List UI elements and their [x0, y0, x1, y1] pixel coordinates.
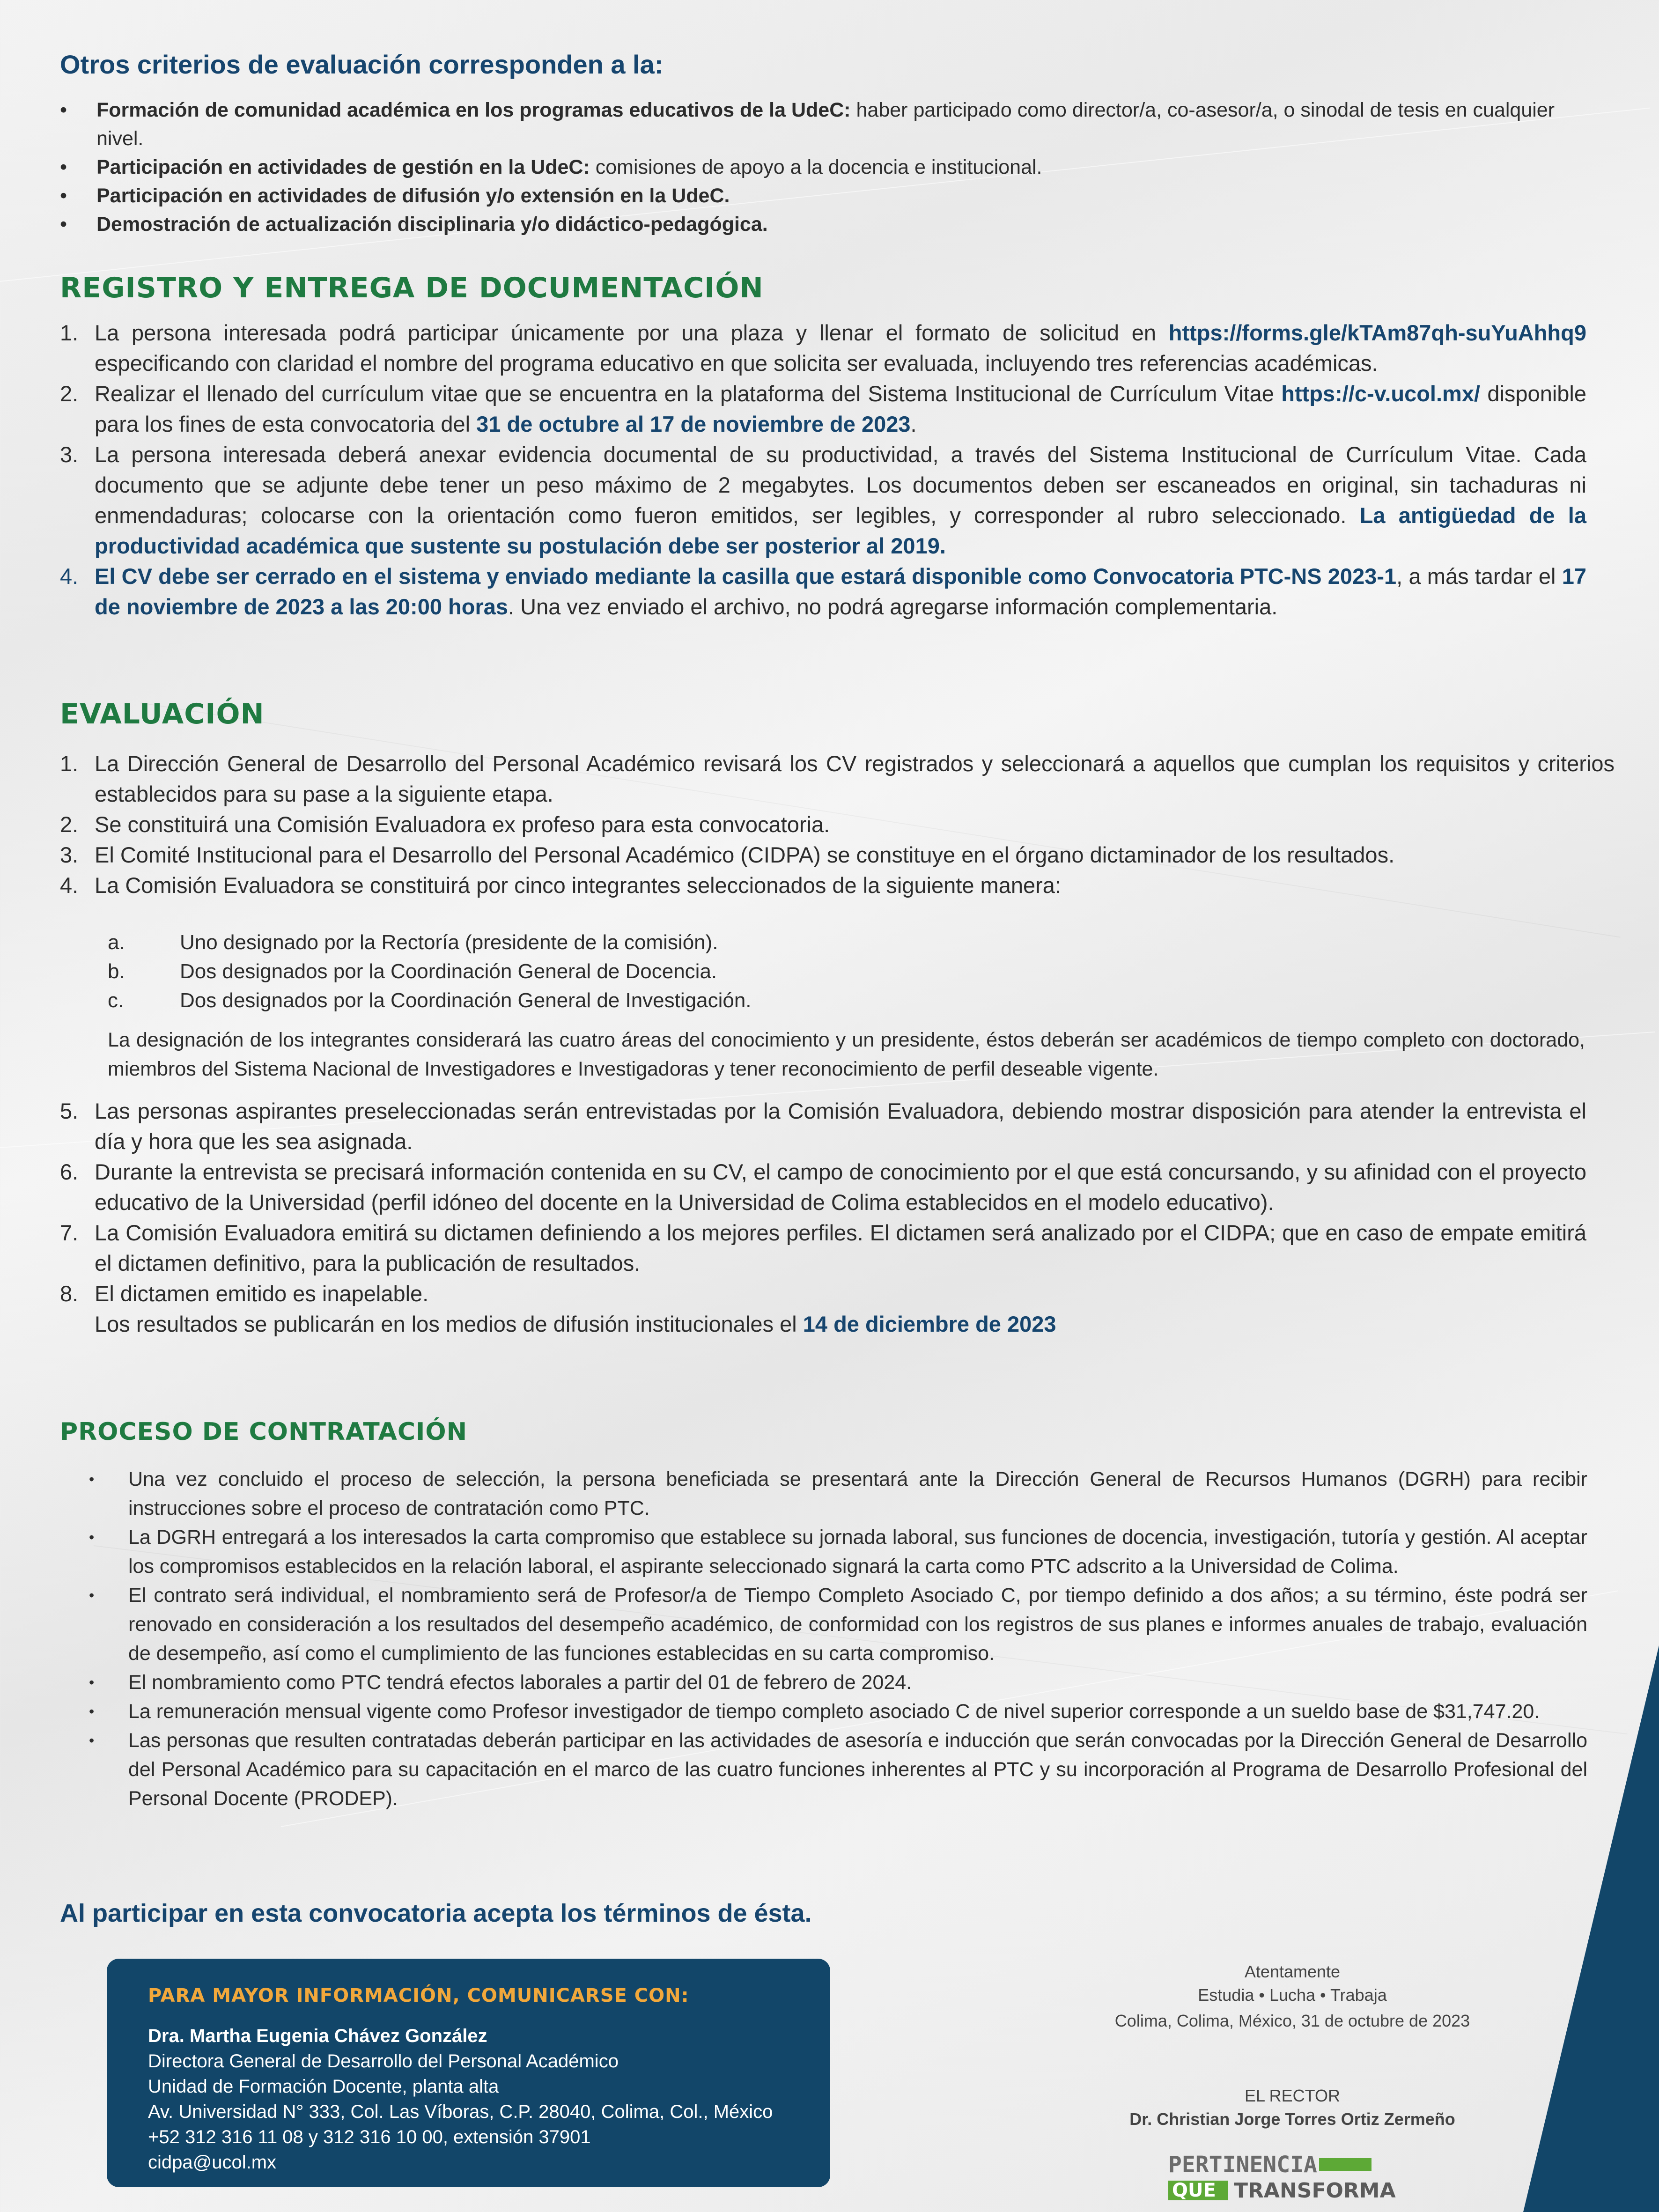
item-number: 6. — [60, 1159, 79, 1184]
list-item — [60, 840, 1659, 870]
item-text: . Una vez enviado el archivo, no podrá agregarse información complementaria. — [508, 594, 1278, 619]
contact-box — [107, 1959, 830, 2187]
sub-item-letter: c. — [108, 989, 124, 1012]
item-text: Las personas que resulten contratadas deberán participar en las actividades de asesoría e inducción que serán convocadas por la Dirección General de Desarrollo del Personal Académico para su capacitación en el marco de las cuatro funciones inherentes al PTC y su incorporación al Programa de Desarrollo Profesional del Personal Docente (PRODEP). — [128, 1729, 1587, 1810]
highlight-text: El CV debe ser cerrado en el sistema y enviado mediante la casilla que estará disponible como Convocatoria PTC-NS 2023-1 — [95, 564, 1397, 589]
list-item — [60, 748, 1615, 809]
results-date: 14 de diciembre de 2023 — [803, 1312, 1056, 1336]
evaluacion-list — [60, 748, 1659, 900]
item-number: 4. — [60, 564, 79, 589]
signature-atentamente: Atentamente — [1244, 1962, 1341, 1981]
list-item — [60, 1157, 1586, 1217]
item-text: especificando con claridad el nombre del programa educativo en que solicita ser evaluada, incluyendo tres referencias académicas. — [95, 351, 1378, 376]
list-item — [60, 1096, 1586, 1157]
highlight-date: 17 de noviembre de 2023 a las 20:00 horas — [95, 564, 1586, 619]
item-text: haber participado como director/a, co-asesor/a, o sinodal de tesis en cualquier nivel. — [96, 99, 1555, 150]
list-item — [89, 1668, 1587, 1697]
list-item — [60, 561, 1586, 622]
registro-list — [60, 317, 1586, 622]
intro-list — [60, 96, 1568, 239]
section-title-registro: REGISTRO Y ENTREGA DE DOCUMENTACIÓN — [60, 272, 764, 304]
item-bold: Demostración de actualización disciplinaria y/o didáctico-pedagógica. — [96, 213, 768, 236]
list-item — [89, 1697, 1587, 1726]
item-number: 4. — [60, 873, 79, 898]
item-number: 1. — [60, 320, 79, 345]
form-link[interactable]: https://forms.gle/kTAm87qh-suYuAhhq9 — [1168, 320, 1586, 345]
list-item — [60, 1278, 1586, 1309]
contact-name: Dra. Martha Eugenia Chávez González — [148, 2026, 487, 2046]
list-item — [89, 1726, 1587, 1813]
signature-motto: Estudia • Lucha • Trabaja — [1198, 1985, 1387, 2005]
item-bold: Formación de comunidad académica en los programas educativos de la UdeC: — [96, 99, 851, 121]
bullet: • — [89, 1471, 95, 1488]
bullet: • — [60, 156, 67, 178]
contact-email[interactable]: cidpa@ucol.mx — [148, 2152, 277, 2173]
item-number: 3. — [60, 842, 79, 867]
evaluacion-list-2 — [60, 1096, 1586, 1339]
corner-decoration — [1523, 1645, 1659, 2212]
sub-item-letter: a. — [108, 931, 125, 954]
item-number: 3. — [60, 442, 79, 467]
bullet: • — [60, 213, 67, 236]
logo-bar-icon — [1319, 2158, 1371, 2171]
logo-line2: QUE — [1172, 2180, 1216, 2201]
contact-office: Unidad de Formación Docente, planta alta — [148, 2076, 499, 2097]
results-text: Los resultados se publicarán en los medios de difusión institucionales el — [95, 1312, 803, 1336]
list-item — [60, 182, 1568, 210]
item-text: Se constituirá una Comisión Evaluadora ex profeso para esta convocatoria. — [95, 812, 830, 837]
item-text: Realizar el llenado del currículum vitae que se encuentra en la plataforma del Sistema Institucional de Currículum Vitae — [95, 381, 1282, 406]
list-item — [60, 317, 1586, 378]
signature-role: EL RECTOR — [1244, 2086, 1341, 2105]
sub-item-letter: b. — [108, 960, 125, 983]
list-item — [60, 378, 1586, 439]
cv-link[interactable]: https://c-v.ucol.mx/ — [1281, 381, 1481, 406]
item-text: disponible para los fines de esta convocatoria del — [95, 381, 1586, 436]
contact-heading: PARA MAYOR INFORMACIÓN, COMUNICARSE CON: — [148, 1985, 689, 2006]
item-text: Una vez concluido el proceso de selección, la persona beneficiada se presentará ante la Dirección General de Recursos Humanos (DGRH) para recibir instrucciones sobre el proceso de contratación como PTC. — [128, 1468, 1587, 1519]
item-text: El Comité Institucional para el Desarrollo del Personal Académico (CIDPA) se constituye en el órgano dictaminador de los resultados. — [95, 842, 1395, 867]
contact-phone[interactable]: +52 312 316 11 08 y 312 316 10 00, extensión 37901 — [148, 2127, 591, 2147]
list-item — [60, 870, 1659, 900]
item-text: Las personas aspirantes preseleccionadas serán entrevistadas por la Comisión Evaluadora, debiendo mostrar disposición para atender la entrevista el día y hora que les sea asignada. — [95, 1099, 1586, 1154]
item-text: El contrato será individual, el nombramiento será de Profesor/a de Tiempo Completo Asociado C, por tiempo definido a dos años; a su término, éste podrá ser renovado en consideración a los resultados del desempeño académico, de conformidad con los registros de sus planes e informes anuales de trabajo, evaluación de desempeño, así como el cumplimiento de las funciones establecidas en su carta compromiso. — [128, 1584, 1587, 1665]
list-item — [60, 809, 1659, 840]
bullet: • — [89, 1587, 95, 1604]
bullet: • — [89, 1674, 95, 1691]
list-item — [60, 153, 1568, 182]
item-text: El nombramiento como PTC tendrá efectos laborales a partir del 01 de febrero de 2024. — [128, 1671, 912, 1694]
contact-position: Directora General de Desarrollo del Personal Académico — [148, 2051, 619, 2072]
item-text: La remuneración mensual vigente como Profesor investigador de tiempo completo asociado C de nivel superior corresponde a un sueldo base de $31,747.20. — [128, 1700, 1540, 1723]
list-item — [60, 96, 1568, 153]
bullet: • — [60, 99, 67, 121]
item-text: , a más tardar el — [1396, 564, 1562, 589]
results-line — [60, 1309, 1586, 1339]
highlight-text: La antigüedad de la productividad académica que sustente su postulación debe ser posterior al 2019. — [95, 503, 1586, 558]
section-title-evaluacion: EVALUACIÓN — [60, 698, 265, 730]
section-title-contratacion: PROCESO DE CONTRATACIÓN — [60, 1418, 468, 1446]
pertinencia-logo — [1168, 2152, 1396, 2203]
list-item — [60, 1217, 1586, 1278]
item-text: La Comisión Evaluadora se constituirá por cinco integrantes seleccionados de la siguiente manera: — [95, 873, 1061, 898]
list-item — [89, 1523, 1587, 1581]
item-text: La Dirección General de Desarrollo del Personal Académico revisará los CV registrados y seleccionará a aquellos que cumplan los requisitos y criterios establecidos para su pase a la siguiente etapa. — [95, 751, 1615, 806]
item-text: La DGRH entregará a los interesados la carta compromiso que establece su jornada laboral, sus funciones de docencia, investigación, tutoría y gestión. Al aceptar los compromisos establecidos en la relación laboral, el aspirante seleccionado signará la carta como PTC adscrito a la Universidad de Colima. — [128, 1526, 1587, 1578]
bullet: • — [89, 1529, 95, 1546]
sub-item-text: Dos designados por la Coordinación General de Docencia. — [180, 960, 717, 983]
logo-line3: TRANSFORMA — [1234, 2179, 1396, 2203]
item-number: 8. — [60, 1281, 79, 1306]
item-text: La Comisión Evaluadora emitirá su dictamen definiendo a los mejores perfiles. El dictamen será analizado por el CIDPA; que en caso de empate emitirá el dictamen definitivo, para la publicación de resultados. — [95, 1220, 1586, 1276]
highlight-dates: 31 de octubre al 17 de noviembre de 2023 — [476, 412, 911, 436]
evaluacion-note: La designación de los integrantes considerará las cuatro áreas del conocimiento y un presidente, éstos deberán ser académicos de tiempo completo con doctorado, miembros del Sistema Nacional de Investigadores e Investigadoras y tener reconocimiento de perfil deseable vigente. — [108, 1029, 1585, 1080]
closing-statement: Al participar en esta convocatoria acepta los términos de ésta. — [60, 1899, 812, 1927]
list-item — [89, 1581, 1587, 1668]
item-text: La persona interesada deberá anexar evidencia documental de su productividad, a través del Sistema Institucional de Currículum Vitae. Cada documento que se adjunte debe tener un peso máximo de 2 megabytes. Los documentos deben ser escaneados en original, sin tachaduras ni enmendaduras; colocarse con la orientación como fueron emitidos, ser legibles, y corresponder al rubro seleccionado. — [95, 442, 1586, 528]
sub-item-text: Dos designados por la Coordinación General de Investigación. — [180, 989, 752, 1012]
signature-place-date: Colima, Colima, México, 31 de octubre de 2023 — [1114, 2011, 1470, 2030]
item-text: El dictamen emitido es inapelable. — [95, 1281, 429, 1306]
intro-title: Otros criterios de evaluación corresponden a la: — [60, 50, 664, 79]
list-item — [60, 439, 1586, 561]
item-bold: Participación en actividades de gestión en la UdeC: — [96, 156, 590, 178]
sub-item — [108, 957, 1559, 986]
item-text: Durante la entrevista se precisará información contenida en su CV, el campo de conocimiento por el que está concursando, y su afinidad con el proyecto educativo de la Universidad (perfil idóneo del docente en la Universidad de Colima establecidos en el modelo educativo). — [95, 1159, 1586, 1215]
item-number: 5. — [60, 1099, 79, 1123]
contratacion-list — [89, 1465, 1587, 1813]
list-item — [89, 1465, 1587, 1523]
item-number: 7. — [60, 1220, 79, 1245]
item-number: 2. — [60, 812, 79, 837]
item-text: comisiones de apoyo a la docencia e institucional. — [590, 156, 1042, 178]
sub-item — [108, 928, 1559, 957]
list-item — [60, 210, 1568, 239]
evaluacion-sublist — [108, 928, 1559, 1015]
sub-item-text: Uno designado por la Rectoría (presidente de la comisión). — [180, 931, 718, 954]
bullet: • — [89, 1703, 95, 1720]
contact-address: Av. Universidad N° 333, Col. Las Víboras, C.P. 28040, Colima, Col., México — [148, 2101, 773, 2122]
item-text: La persona interesada podrá participar únicamente por una plaza y llenar el formato de solicitud en — [95, 320, 1169, 345]
item-bold: Participación en actividades de difusión y/o extensión en la UdeC. — [96, 184, 730, 207]
bullet: • — [60, 184, 67, 207]
logo-line1: PERTINENCIA — [1168, 2152, 1317, 2178]
bullet: • — [89, 1732, 95, 1749]
signature-name: Dr. Christian Jorge Torres Ortiz Zermeño — [1129, 2109, 1455, 2129]
item-number: 1. — [60, 751, 79, 776]
sub-item — [108, 986, 1559, 1015]
item-text: . — [910, 412, 917, 436]
item-number: 2. — [60, 381, 79, 406]
